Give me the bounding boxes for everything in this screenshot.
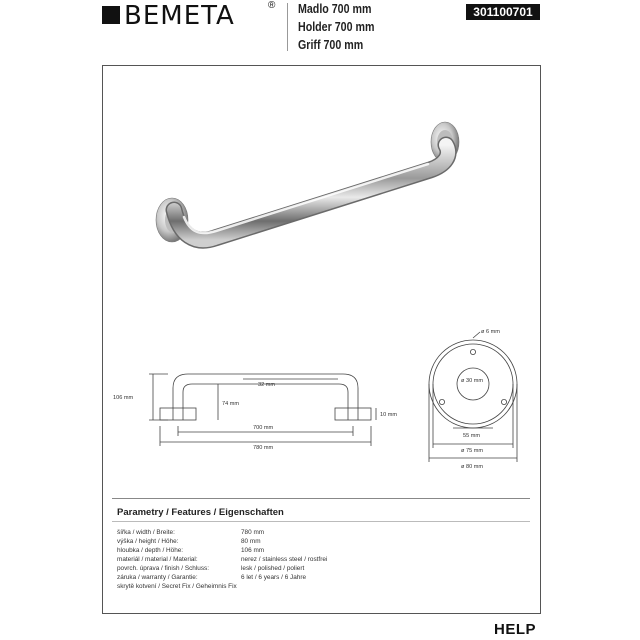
dim-inner-diameter: ø 30 mm: [461, 378, 484, 384]
param-value: nerez / stainless steel / rostfrei: [241, 556, 328, 563]
title-de: Griff 700 mm: [298, 37, 364, 52]
title-cz: Madlo 700 mm: [298, 1, 372, 16]
product-photo: [140, 110, 480, 280]
param-value: 80 mm: [241, 538, 261, 545]
param-value: lesk / polished / poliert: [241, 565, 305, 572]
section-divider: [112, 498, 530, 499]
param-value: 6 let / 6 years / 6 Jahre: [241, 574, 307, 581]
param-label: povrch. úprava / finish / Schluss:: [117, 565, 209, 572]
registered-mark: ®: [268, 0, 276, 11]
dim-base-thickness: 10 mm: [380, 412, 398, 418]
param-label: záruka / warranty / Garantie:: [117, 574, 198, 581]
param-row-secret-fix: [117, 583, 417, 592]
param-label: materiál / material / Material:: [117, 556, 198, 563]
dim-screw-hole: ø 6 mm: [481, 329, 500, 335]
dim-clearance: 74 mm: [222, 401, 240, 407]
brand-logo-mark: [102, 6, 120, 24]
param-row-warranty: [117, 574, 417, 583]
dim-overall-length: 780 mm: [253, 445, 274, 451]
param-label: skrytě kotvení / Secret Fix / Geheimnis Fix: [117, 583, 237, 590]
collection-name: HELP: [494, 621, 537, 638]
param-row-width: [117, 529, 417, 538]
dim-mid-diameter: ø 75 mm: [461, 448, 484, 454]
dim-overall-height: 106 mm: [113, 395, 134, 401]
technical-drawing: [108, 322, 538, 492]
brand-logo: BEMETA: [124, 1, 235, 31]
params-title: Parametry / Features / Eigenschaften: [117, 507, 284, 518]
title-en: Holder 700 mm: [298, 19, 375, 34]
product-code-badge: 301100701: [466, 4, 540, 20]
params-divider: [112, 521, 530, 522]
param-value: 780 mm: [241, 529, 265, 536]
param-value: 106 mm: [241, 547, 265, 554]
param-row-finish: [117, 565, 417, 574]
param-label: šířka / width / Breite:: [117, 529, 175, 536]
dim-outer-diameter: ø 80 mm: [461, 464, 484, 470]
dim-hole-spacing: 55 mm: [463, 433, 481, 439]
dim-bar-diameter: 32 mm: [258, 382, 276, 388]
param-label: výška / height / Höhe:: [117, 538, 179, 545]
param-row-depth: [117, 547, 417, 556]
param-label: hloubka / depth / Höhe:: [117, 547, 184, 554]
header-divider: [287, 3, 288, 51]
param-row-height: [117, 538, 417, 547]
dim-center-distance: 700 mm: [253, 425, 274, 431]
param-row-material: [117, 556, 417, 565]
